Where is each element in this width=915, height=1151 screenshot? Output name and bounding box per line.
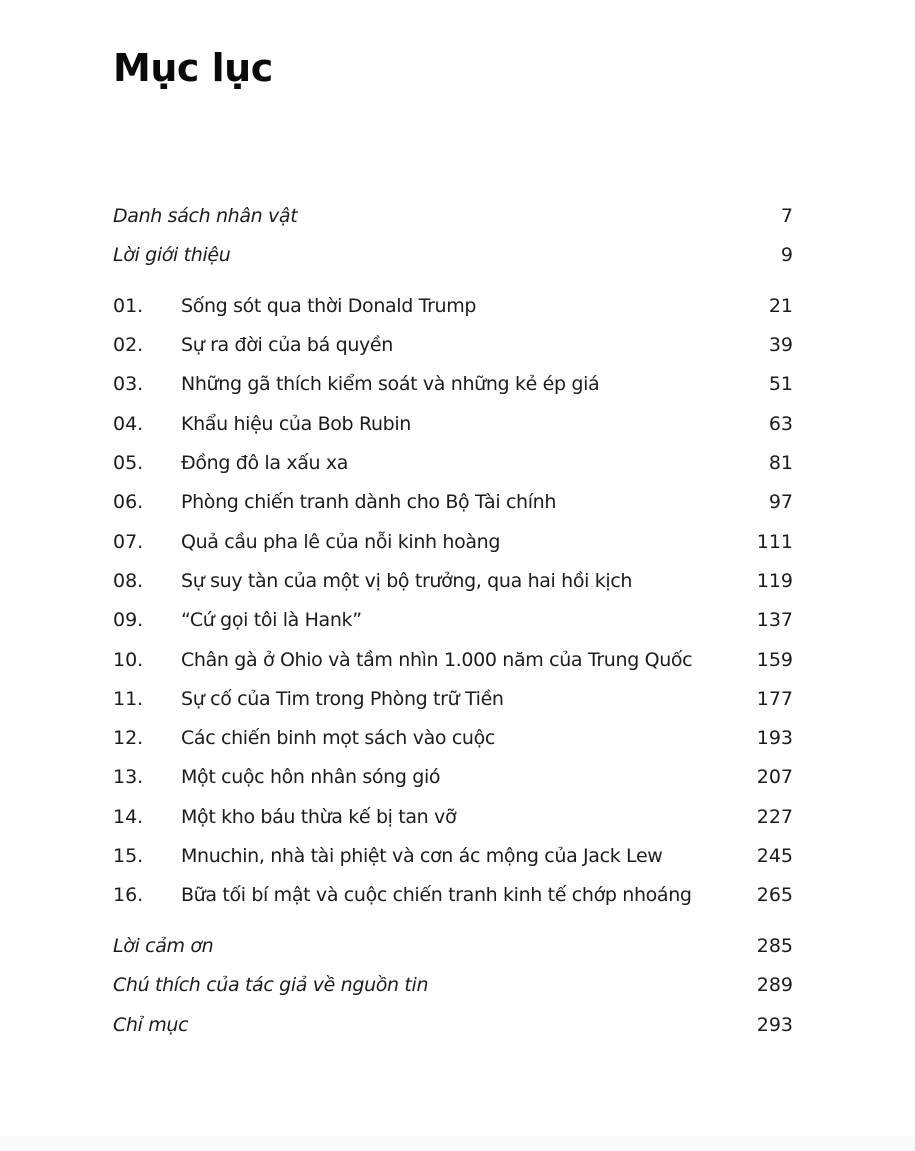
page-title: Mục lục xyxy=(113,46,273,90)
chapter-title: Một cuộc hôn nhân sóng gió xyxy=(181,766,441,788)
toc-item-page: 7 xyxy=(780,205,793,227)
toc-back-matter-item[interactable] xyxy=(113,972,793,998)
chapter-page: 51 xyxy=(768,373,793,395)
chapter-number: 10. xyxy=(113,649,144,671)
chapter-number: 15. xyxy=(113,845,144,867)
chapter-page: 137 xyxy=(756,609,793,631)
toc-chapter-item[interactable] xyxy=(113,293,793,319)
chapter-number: 16. xyxy=(113,884,144,906)
chapter-page: 245 xyxy=(756,845,793,867)
chapter-title: Quả cầu pha lê của nỗi kinh hoàng xyxy=(181,531,501,553)
chapter-title: “Cứ gọi tôi là Hank” xyxy=(181,609,362,631)
chapter-number: 13. xyxy=(113,766,144,788)
toc-chapter-item[interactable] xyxy=(113,686,793,712)
chapter-page: 207 xyxy=(756,766,793,788)
toc-item-page: 289 xyxy=(756,974,793,996)
chapter-page: 265 xyxy=(756,884,793,906)
chapter-number: 04. xyxy=(113,413,144,435)
toc-item-title: Lời cảm ơn xyxy=(113,935,214,957)
chapter-title: Khẩu hiệu của Bob Rubin xyxy=(181,413,411,435)
chapter-number: 01. xyxy=(113,295,144,317)
chapter-number: 11. xyxy=(113,688,144,710)
chapter-title: Đồng đô la xấu xa xyxy=(181,452,349,474)
toc-back-matter-item[interactable] xyxy=(113,933,793,959)
chapter-number: 06. xyxy=(113,491,144,513)
chapter-number: 12. xyxy=(113,727,144,749)
chapter-number: 02. xyxy=(113,334,144,356)
toc-chapter-item[interactable] xyxy=(113,804,793,830)
toc-chapter-item[interactable] xyxy=(113,607,793,633)
chapter-number: 09. xyxy=(113,609,144,631)
chapter-title: Sống sót qua thời Donald Trump xyxy=(181,295,477,317)
toc-item-title: Chú thích của tác giả về nguồn tin xyxy=(113,974,429,996)
toc-item-page: 293 xyxy=(756,1014,793,1036)
toc-chapter-item[interactable] xyxy=(113,529,793,555)
chapter-number: 07. xyxy=(113,531,144,553)
toc-item-page: 285 xyxy=(756,935,793,957)
chapter-title: Một kho báu thừa kế bị tan vỡ xyxy=(181,806,457,828)
toc-chapter-item[interactable] xyxy=(113,450,793,476)
toc-item-page: 9 xyxy=(780,244,793,266)
page-bottom-edge xyxy=(0,1136,915,1151)
chapter-title: Các chiến binh mọt sách vào cuộc xyxy=(181,727,495,749)
chapter-page: 39 xyxy=(768,334,793,356)
toc-chapter-item[interactable] xyxy=(113,411,793,437)
chapter-page: 81 xyxy=(768,452,793,474)
chapter-page: 21 xyxy=(768,295,793,317)
chapter-page: 227 xyxy=(756,806,793,828)
chapter-page: 97 xyxy=(768,491,793,513)
toc-item-title: Chỉ mục xyxy=(113,1014,189,1036)
chapter-page: 159 xyxy=(756,649,793,671)
toc-item-title: Danh sách nhân vật xyxy=(113,205,298,227)
chapter-page: 119 xyxy=(756,570,793,592)
chapter-number: 05. xyxy=(113,452,144,474)
chapter-title: Sự cố của Tim trong Phòng trữ Tiền xyxy=(181,688,504,710)
chapter-page: 63 xyxy=(768,413,793,435)
toc-item-title: Lời giới thiệu xyxy=(113,244,231,266)
chapter-title: Bữa tối bí mật và cuộc chiến tranh kinh tế chớp nhoáng xyxy=(181,884,692,906)
chapter-title: Sự ra đời của bá quyền xyxy=(181,334,393,356)
chapter-number: 08. xyxy=(113,570,144,592)
toc-chapter-item[interactable] xyxy=(113,489,793,515)
chapter-title: Sự suy tàn của một vị bộ trưởng, qua hai hồi kịch xyxy=(181,570,633,592)
toc-chapter-item[interactable] xyxy=(113,882,793,908)
chapter-page: 111 xyxy=(756,531,793,553)
toc-front-matter-item[interactable] xyxy=(113,242,793,268)
chapter-title: Chân gà ở Ohio và tầm nhìn 1.000 năm của Trung Quốc xyxy=(181,649,693,671)
chapter-page: 193 xyxy=(756,727,793,749)
toc-chapter-item[interactable] xyxy=(113,371,793,397)
chapter-title: Phòng chiến tranh dành cho Bộ Tài chính xyxy=(181,491,557,513)
chapter-number: 03. xyxy=(113,373,144,395)
chapter-title: Mnuchin, nhà tài phiệt và cơn ác mộng của Jack Lew xyxy=(181,845,663,867)
toc-chapter-item[interactable] xyxy=(113,764,793,790)
toc-chapter-item[interactable] xyxy=(113,843,793,869)
chapter-title: Những gã thích kiểm soát và những kẻ ép giá xyxy=(181,373,600,395)
toc-chapter-item[interactable] xyxy=(113,332,793,358)
toc-chapter-item[interactable] xyxy=(113,725,793,751)
toc-chapter-item[interactable] xyxy=(113,568,793,594)
toc-back-matter-item[interactable] xyxy=(113,1012,793,1038)
chapter-number: 14. xyxy=(113,806,144,828)
toc-chapter-item[interactable] xyxy=(113,647,793,673)
chapter-page: 177 xyxy=(756,688,793,710)
toc-front-matter-item[interactable] xyxy=(113,203,793,229)
